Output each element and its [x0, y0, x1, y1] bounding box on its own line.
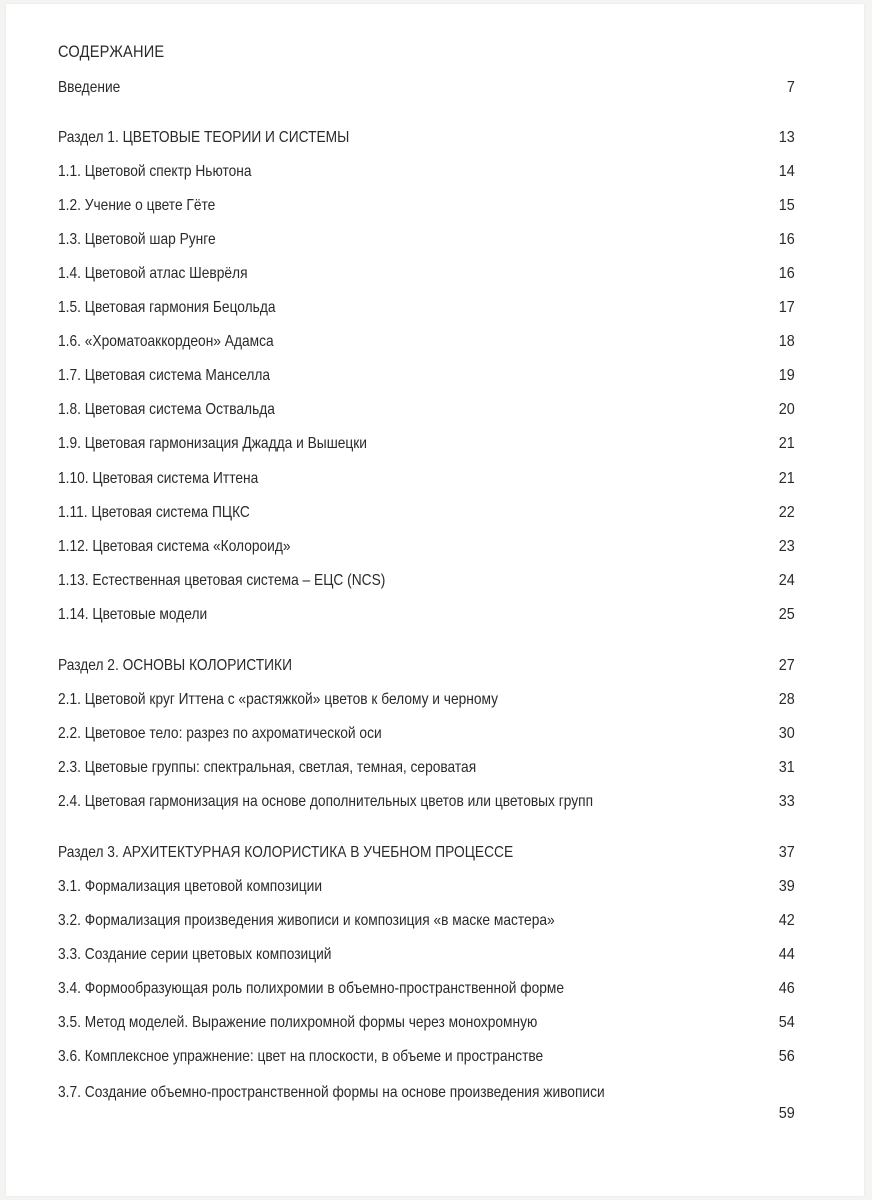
toc-entry-title: 3.6. Комплексное упражнение: цвет на плоскости, в объеме и пространстве [58, 1048, 544, 1065]
toc-entry [58, 758, 795, 782]
toc-entry-page: 14 [778, 163, 795, 180]
toc-entry-title: 3.3. Создание серии цветовых композиций [58, 946, 332, 963]
toc-entry [58, 979, 795, 1003]
toc-section [58, 656, 795, 680]
toc-entry-page: 22 [778, 504, 795, 521]
toc-entry-title: 2.3. Цветовые группы: спектральная, светлая, темная, сероватая [58, 759, 477, 776]
toc-entry-page: 15 [778, 197, 795, 214]
toc-entry-page: 16 [778, 231, 795, 248]
toc-entry [58, 911, 795, 935]
toc-entry [58, 1047, 795, 1071]
toc-entry-title: 3.2. Формализация произведения живописи и композиция «в маске мастера» [58, 912, 555, 929]
toc-entry-title: 1.12. Цветовая система «Колороид» [58, 538, 291, 555]
toc-entry-page: 56 [778, 1048, 795, 1065]
toc-heading: СОДЕРЖАНИЕ [58, 42, 165, 61]
toc-entry-page: 46 [778, 980, 795, 997]
toc-entry-title: 2.1. Цветовой круг Иттена с «растяжкой» цветов к белому и черному [58, 691, 499, 708]
toc-entry-title: 1.13. Естественная цветовая система – ЕЦС (NCS) [58, 572, 386, 589]
toc-entry [58, 196, 795, 220]
toc-entry-title: 3.5. Метод моделей. Выражение полихромной формы через монохромную [58, 1014, 538, 1031]
toc-entry [58, 332, 795, 356]
toc-entry-title: 1.3. Цветовой шар Рунге [58, 231, 216, 248]
toc-entry [58, 877, 795, 901]
toc-entry [58, 162, 795, 186]
toc-entry-page: 19 [778, 367, 795, 384]
toc-entry-title: 1.1. Цветовой спектр Ньютона [58, 163, 252, 180]
toc-section [58, 128, 795, 152]
toc-entry-page: 39 [778, 878, 795, 895]
toc-entry-page: 21 [778, 435, 795, 452]
toc-section-title: Раздел 1. ЦВЕТОВЫЕ ТЕОРИИ И СИСТЕМЫ [58, 129, 350, 146]
toc-entry-title: 1.8. Цветовая система Оствальда [58, 401, 275, 418]
toc-entry [58, 1013, 795, 1037]
toc-entry-title: 2.4. Цветовая гармонизация на основе дополнительных цветов или цветовых групп [58, 793, 594, 810]
toc-entry [58, 366, 795, 390]
toc-entry-page: 21 [778, 470, 795, 487]
toc-entry-title: 1.6. «Хроматоаккордеон» Адамса [58, 333, 274, 350]
toc-section [58, 843, 795, 867]
toc-entry-title: 1.9. Цветовая гармонизация Джадда и Вышецки [58, 435, 367, 452]
toc-entry [58, 537, 795, 561]
toc-entry-page: 17 [778, 299, 795, 316]
toc-entry-title: 1.11. Цветовая система ПЦКС [58, 504, 250, 521]
toc-entry-page: 33 [778, 793, 795, 810]
toc-section-page: 37 [778, 844, 795, 861]
toc-entry-title: 1.7. Цветовая система Манселла [58, 367, 271, 384]
toc-entry-page: 44 [778, 946, 795, 963]
toc-entry [58, 945, 795, 969]
toc-entry-page: 30 [778, 725, 795, 742]
toc-entry [58, 230, 795, 254]
toc-entry-page: 42 [778, 912, 795, 929]
toc-entry [58, 434, 795, 458]
toc-entry-page: 7 [786, 79, 795, 96]
toc-entry [58, 690, 795, 714]
toc-entry-page: 28 [778, 691, 795, 708]
toc-entry [58, 503, 795, 527]
toc-entry-page: 24 [778, 572, 795, 589]
toc-entry [58, 264, 795, 288]
toc-entry-title: Введение [58, 79, 121, 96]
toc-entry-title: 3.4. Формообразующая роль полихромии в объемно-пространственной форме [58, 980, 565, 997]
toc-entry-title: 3.1. Формализация цветовой композиции [58, 878, 323, 895]
toc-entry-page: 54 [778, 1014, 795, 1031]
toc-entry-page: 31 [778, 759, 795, 776]
toc-entry-page: 20 [778, 401, 795, 418]
toc-entry-title: 1.14. Цветовые модели [58, 606, 208, 623]
toc-section-title: Раздел 3. АРХИТЕКТУРНАЯ КОЛОРИСТИКА В УЧЕБНОМ ПРОЦЕССЕ [58, 844, 514, 861]
toc-entry-title: 1.5. Цветовая гармония Бецольда [58, 299, 276, 316]
toc-entry-page: 16 [778, 265, 795, 282]
toc-section-title: Раздел 2. ОСНОВЫ КОЛОРИСТИКИ [58, 657, 292, 674]
toc-entry [58, 400, 795, 424]
toc-section-page: 27 [778, 657, 795, 674]
toc-section-page: 13 [778, 129, 795, 146]
toc-entry-page: 25 [778, 606, 795, 623]
toc-entry-page: 59 [778, 1105, 795, 1122]
toc-entry-title: 3.7. Создание объемно-пространственной формы на основе произведения живописи [58, 1084, 605, 1101]
toc-entry-title: 1.10. Цветовая система Иттена [58, 470, 259, 487]
toc-entry-page: 23 [778, 538, 795, 555]
toc-entry [58, 78, 795, 102]
toc-entry [58, 792, 795, 816]
toc-entry [58, 571, 795, 595]
toc-entry-page: 18 [778, 333, 795, 350]
toc-entry [58, 1081, 795, 1129]
toc-entry-title: 1.4. Цветовой атлас Шеврёля [58, 265, 248, 282]
toc-entry [58, 298, 795, 322]
toc-entry-title: 1.2. Учение о цвете Гёте [58, 197, 216, 214]
toc-entry [58, 469, 795, 493]
toc-entry [58, 605, 795, 629]
toc-entry-title: 2.2. Цветовое тело: разрез по ахроматической оси [58, 725, 382, 742]
toc-entry [58, 724, 795, 748]
